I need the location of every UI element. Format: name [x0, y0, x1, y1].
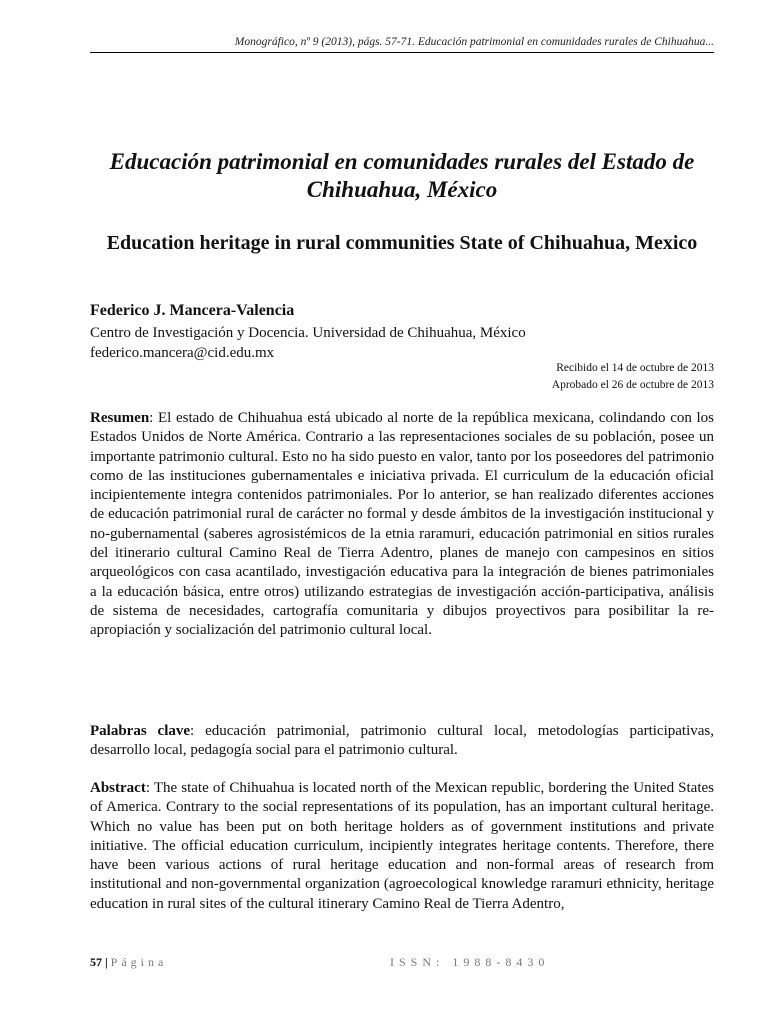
page-label: Página: [110, 955, 168, 969]
abstract-paragraph: [90, 779, 714, 914]
header-rule: [90, 52, 714, 53]
article-dates: [552, 360, 714, 394]
approved-date: Aprobado el 26 de octubre de 2013: [551, 379, 714, 391]
author-name: Federico J. Mancera-Valencia: [90, 302, 295, 319]
author-email: federico.mancera@cid.edu.mx: [90, 345, 275, 361]
abstract-text: : The state of Chihuahua is located north of the Mexican republic, bordering the United States of America. Contrary to the social representations of its population, has an important cultural heritage. Which no value has been put on both heritage holders as of government institutions and private initiative. The official education curriculum, incipiently integrates heritage contents. Therefore, there have been various actions of rural heritage education and non-formal areas of research from institutional and non-governmental organization (agroecological knowledge raramuri ethnicity, heritage education in rural sites of the cultural itinerary Camino Real de Tierra Adentro,: [90, 780, 714, 912]
palabras-clave-label: Palabras clave: [90, 723, 191, 739]
abstract-label: Abstract: [90, 780, 146, 796]
footer-separator: |: [105, 955, 108, 969]
palabras-clave-text: : educación patrimonial, patrimonio cultural local, metodologías participativas, desarrollo local, pedagogía social para el patrimonio cultural.: [90, 723, 714, 759]
page-number: 57: [90, 955, 102, 969]
received-date: Recibido el 14 de octubre de 2013: [556, 362, 714, 374]
page-footer: [90, 955, 714, 970]
running-header: [90, 36, 714, 48]
running-header-title: Educación patrimonial en comunidades rurales de Chihuahua...: [417, 36, 714, 48]
resumen-label: Resumen: [90, 410, 150, 426]
palabras-clave-paragraph: [90, 722, 714, 761]
resumen-text: : El estado de Chihuahua está ubicado al norte de la república mexicana, colindando con los Estados Unidos de Norte América. Contrario a las representaciones sociales de su población, posee un importante patrimonio cultural. Esto no ha sido puesto en valor, tanto por los poseedores del patrimonio como de las instituciones gubernamentales e iniciativa privada. El curriculum de la educación oficial incipientemente integra contenidos patrimoniales. Por lo anterior, se han realizado diferentes acciones de educación patrimonial rural de carácter no formal y desde ámbitos de la investigación institucional y no-gubernamental (saberes agrosistémicos de la etnia raramuri, educación patrimonial en sitios rurales del itinerario cultural Camino Real de Tierra Adentro, planes de manejo con campesinos en sitios arqueológicos con casa acantilado, investigación educativa para la integración de bienes patrimoniales a la educación básica, entre otros) utilizando estrategias de investigación acción-participativa, análisis de sistema de necesidades, cartografía comunitaria y dibujos proyectivos para posibilitar la re-apropiación y socialización del patrimonio cultural local.: [90, 410, 714, 639]
article-title-spanish: Educación patrimonial en comunidades rurales del Estado de Chihuahua, México: [109, 149, 695, 202]
running-header-prefix: Monográfico, nº 9 (2013), págs. 57-71.: [234, 36, 416, 48]
author-affiliation: Centro de Investigación y Docencia. Universidad de Chihuahua, México: [90, 325, 526, 341]
resumen-paragraph: [90, 409, 714, 641]
article-title-english: Education heritage in rural communities State of Chihuahua, Mexico: [106, 232, 698, 254]
issn: ISSN: 1988-8430: [390, 955, 550, 969]
